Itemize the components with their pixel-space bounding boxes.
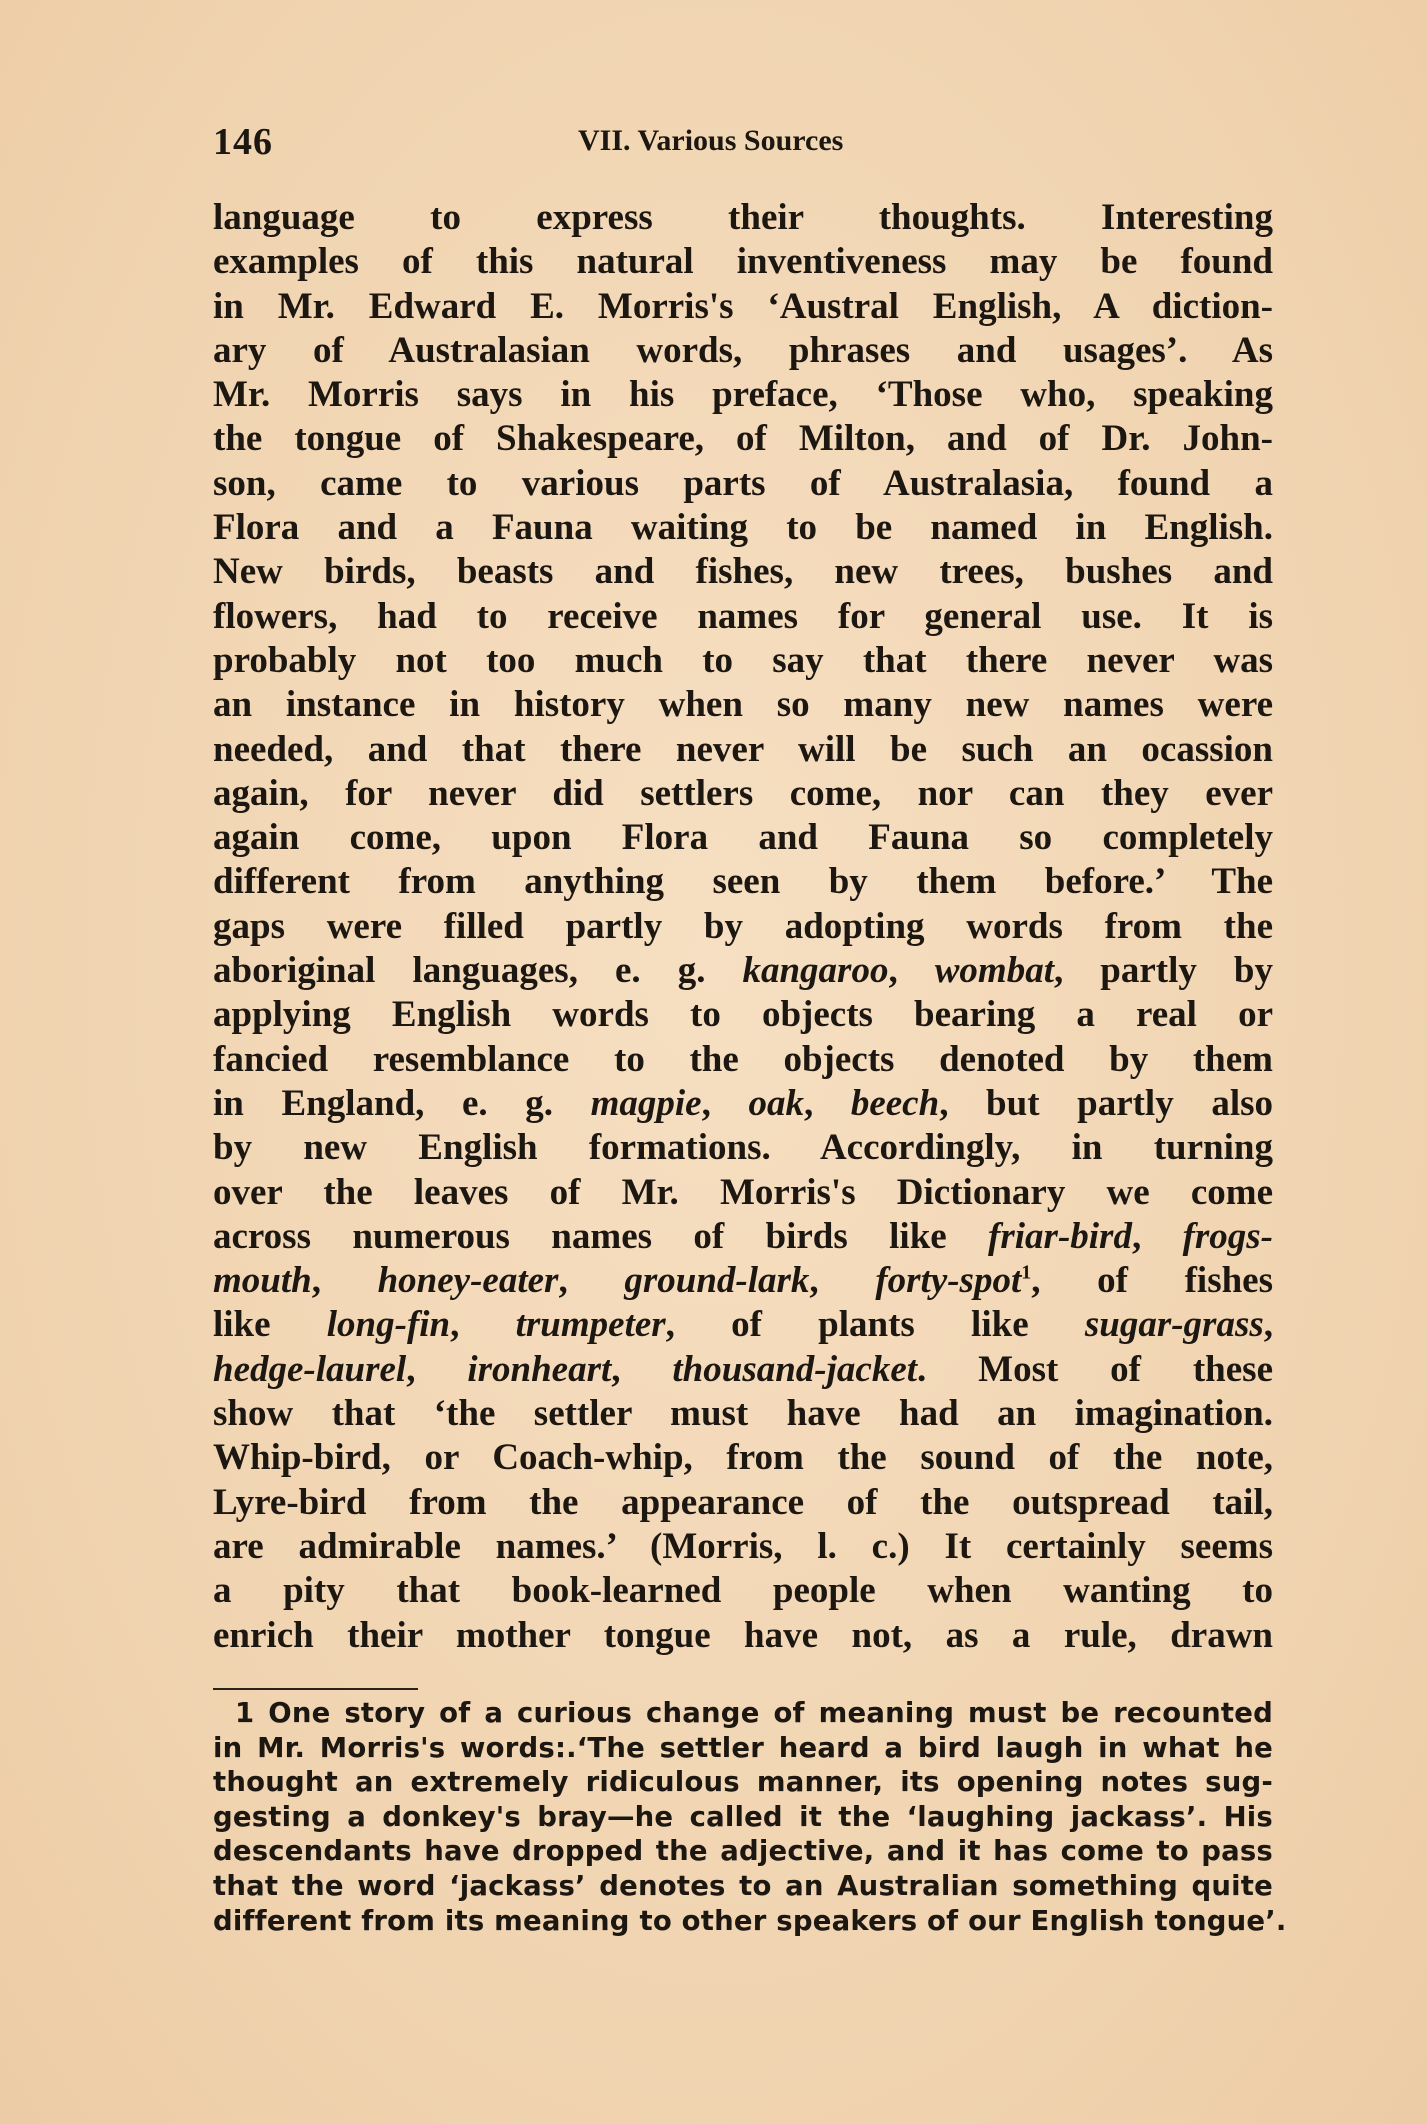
text-run: , — [558, 1260, 625, 1302]
italic-term: friar-bird — [988, 1215, 1132, 1257]
text-run: , — [701, 1082, 749, 1124]
text-line: gaps were filled partly by adopting words from the — [213, 905, 1273, 947]
text-run: , — [803, 1082, 851, 1124]
footnote-line: gesting a donkey's bray—he called it the ‘laughing jackass’. His — [213, 1800, 1273, 1833]
italic-term: frogs- — [1182, 1215, 1274, 1257]
italic-term: oak — [748, 1082, 804, 1124]
text-line: applying English words to objects bearing a real or — [213, 994, 1273, 1036]
text-line: Lyre-bird from the appearance of the outspread tail, — [213, 1481, 1273, 1523]
text-line: enrich their mother tongue have not, as a rule, drawn — [213, 1614, 1273, 1656]
chapter-title: VII. Various Sources — [578, 124, 844, 157]
text-line: again, for never did settlers come, nor can they ever — [213, 772, 1273, 814]
text-line: an instance in history when so many new names were — [213, 684, 1273, 726]
text-line: fancied resemblance to the objects denoted by them — [213, 1038, 1273, 1080]
italic-term: long-fin — [326, 1304, 451, 1346]
text-line: needed, and that there never will be such an ocassion — [213, 728, 1273, 770]
text-run: , — [888, 950, 935, 992]
text-run: , of plants like — [665, 1304, 1085, 1346]
text-line — [213, 1082, 1273, 1126]
page-number: 146 — [213, 121, 273, 163]
italic-term: trumpeter — [515, 1304, 666, 1346]
text-line: Whip-bird, or Coach-whip, from the sound of the note, — [213, 1437, 1273, 1479]
text-line: ary of Australasian words, phrases and usages’. As — [213, 329, 1273, 371]
italic-term: thousand-jacket — [672, 1348, 918, 1390]
footnote-line: 1 One story of a curious change of meaning must be recounted — [235, 1697, 1273, 1729]
text-run: , — [1263, 1304, 1273, 1346]
text-line: over the leaves of Mr. Morris's Dictionary we come — [213, 1171, 1273, 1213]
text-line: examples of this natural inventiveness may be found — [213, 241, 1273, 283]
text-line — [213, 1303, 1273, 1347]
footnote-line: thought an extremely ridiculous manner, its opening notes sug- — [213, 1766, 1273, 1799]
text-line — [213, 1259, 1273, 1303]
text-line: are admirable names.’ (Morris, l. c.) It certainly seems — [213, 1525, 1273, 1567]
italic-term: kangaroo — [742, 950, 889, 992]
text-run: , — [1131, 1215, 1183, 1257]
footnote-line: in Mr. Morris's words:.‘The settler heard a bird laugh in what he — [213, 1731, 1273, 1764]
footnote-line: descendants have dropped the adjective, and it has come to pass — [213, 1835, 1273, 1868]
text-run: , but partly also — [939, 1082, 1273, 1124]
text-run: . Most of these — [917, 1348, 1274, 1390]
footnote — [213, 1696, 1287, 1938]
text-line — [213, 1348, 1273, 1392]
italic-term: sugar-grass — [1084, 1304, 1264, 1346]
italic-term: mouth — [213, 1260, 312, 1302]
text-run: , — [611, 1348, 673, 1390]
text-line: a pity that book-learned people when wanting to — [213, 1570, 1273, 1612]
running-head — [213, 120, 1273, 172]
text-run: , — [809, 1260, 876, 1302]
italic-term: ground-lark — [624, 1260, 810, 1302]
text-run: in England, e. g. — [213, 1082, 591, 1124]
italic-term: hedge-laurel — [213, 1348, 407, 1390]
text-line: the tongue of Shakespeare, of Milton, and of Dr. John- — [213, 418, 1273, 460]
text-line: Mr. Morris says in his preface, ‘Those who, speaking — [213, 374, 1273, 416]
text-line: New birds, beasts and fishes, new trees, bushes and — [213, 551, 1273, 593]
italic-term: honey-eater — [377, 1260, 559, 1302]
text-run: , — [450, 1304, 516, 1346]
italic-term: ironheart — [467, 1348, 612, 1390]
text-run: aboriginal languages, e. g. — [213, 950, 743, 992]
text-run: , of fishes — [1031, 1260, 1273, 1302]
text-run: , — [406, 1348, 468, 1390]
text-run: , partly by — [1054, 950, 1273, 992]
text-line: language to express their thoughts. Interesting — [213, 197, 1273, 238]
italic-term: beech — [850, 1082, 940, 1124]
italic-term: magpie — [590, 1082, 702, 1124]
text-line — [213, 949, 1273, 993]
text-line: son, came to various parts of Australasia, found a — [213, 462, 1273, 504]
footnote-line: that the word ‘jackass’ denotes to an Australian something quite — [213, 1869, 1273, 1902]
text-line: different from anything seen by them before.’ The — [213, 861, 1273, 903]
body-text — [213, 196, 1273, 1658]
footnote-marker: 1 — [1021, 1261, 1032, 1284]
italic-term: wombat — [934, 950, 1054, 992]
text-line: probably not too much to say that there never was — [213, 639, 1273, 681]
text-line: by new English formations. Accordingly, in turning — [213, 1127, 1273, 1169]
text-line: Flora and a Fauna waiting to be named in English. — [213, 507, 1273, 549]
text-line: show that ‘the settler must have had an imagination. — [213, 1393, 1273, 1435]
italic-term: forty-spot — [875, 1260, 1022, 1302]
text-run: , — [311, 1260, 378, 1302]
text-line: in Mr. Edward E. Morris's ‘Austral English, A diction- — [213, 285, 1273, 327]
footnote-divider — [213, 1688, 418, 1690]
text-line: again come, upon Flora and Fauna so completely — [213, 817, 1273, 859]
footnote-line: different from its meaning to other speakers of our English tongue’. — [213, 1904, 1287, 1937]
text-line — [213, 1215, 1273, 1259]
text-line: flowers, had to receive names for general use. It is — [213, 595, 1273, 637]
text-run: across numerous names of birds like — [213, 1215, 989, 1257]
text-run: like — [213, 1304, 327, 1346]
